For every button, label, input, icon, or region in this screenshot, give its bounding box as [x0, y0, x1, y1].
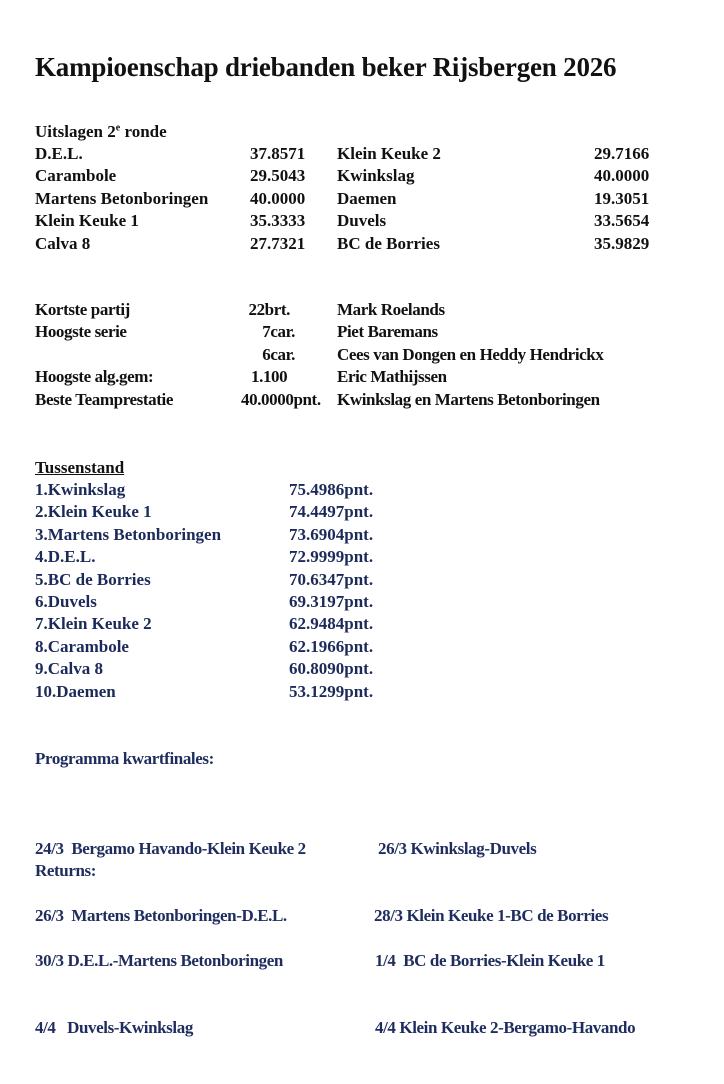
returns-right	[375, 905, 635, 1084]
match-item: 24/3 Bergamo Havando-Klein Keuke 2	[35, 838, 306, 858]
standings-points: 73.6904pnt.	[289, 524, 374, 544]
standings-team: Duvels	[47, 591, 97, 611]
page-title: Kampioenschap driebanden beker Rijsbergen 2026	[35, 52, 617, 82]
standings-table	[35, 479, 415, 703]
match-item: 4/4 Duvels-Kwinkslag	[35, 1018, 193, 1038]
result-team: Daemen	[337, 188, 397, 208]
standings-rank: 5.	[35, 569, 48, 589]
standings-row	[35, 636, 415, 658]
standings-rank: 8.	[35, 636, 48, 656]
record-label: Kortste partij	[35, 300, 130, 319]
record-player: Piet Baremans	[337, 322, 438, 342]
standings-rank: 10.	[35, 681, 57, 701]
standings-team: BC de Borries	[47, 569, 151, 589]
result-team: D.E.L.	[35, 144, 83, 163]
standings-team: Klein Keuke 2	[47, 614, 152, 634]
match-item: 1/4 BC de Borries-Klein Keuke 1	[375, 950, 605, 970]
record-player: Mark Roelands	[337, 300, 445, 319]
standings-rank: 1.	[35, 480, 48, 499]
result-score: 33.5654	[594, 211, 650, 231]
standings-rank: 4.	[35, 547, 48, 567]
quarterfinals-heading: Programma kwartfinales:	[35, 749, 214, 768]
result-team: Kwinkslag	[337, 166, 415, 186]
record-player: Eric Mathijssen	[337, 367, 447, 387]
standings-team: D.E.L.	[47, 547, 96, 567]
returns-heading: Returns:	[35, 861, 97, 880]
record-player: Kwinkslag en Martens Betonboringen	[337, 389, 600, 409]
standings-points: 70.6347pnt.	[289, 569, 374, 589]
standings-team: Klein Keuke 1	[47, 502, 152, 522]
standings-points: 53.1299pnt.	[289, 681, 374, 701]
record-row	[35, 344, 695, 366]
standings-rank: 6.	[35, 591, 48, 611]
standings-row	[35, 501, 415, 523]
standings-row	[35, 569, 415, 591]
result-team: BC de Borries	[337, 233, 440, 253]
standings-team: Calva 8	[47, 659, 103, 679]
standings-team: Daemen	[56, 681, 116, 701]
record-value: 7car.	[262, 322, 295, 342]
result-row	[337, 233, 667, 255]
record-label: Hoogste alg.gem:	[35, 367, 154, 387]
results-heading-sup: e	[115, 122, 121, 134]
standings-points: 75.4986pnt.	[289, 480, 374, 499]
result-team: Carambole	[35, 166, 117, 186]
match-item: 30/3 D.E.L.-Martens Betonboringen	[35, 950, 283, 970]
record-row	[35, 299, 695, 321]
standings-row	[35, 681, 415, 703]
result-row	[35, 143, 345, 165]
results-heading	[35, 121, 167, 143]
returns-left	[35, 905, 283, 1084]
standings-row	[35, 524, 415, 546]
result-score: 40.0000	[594, 166, 650, 186]
standings-rank: 9.	[35, 659, 48, 679]
result-row	[35, 233, 345, 255]
result-row	[337, 210, 667, 232]
standings-points: 62.1966pnt.	[289, 636, 374, 656]
result-row	[35, 188, 345, 210]
result-score: 29.5043	[250, 166, 306, 186]
result-score: 40.0000	[250, 188, 306, 208]
record-value: 1.100	[251, 367, 288, 387]
match-item: 26/3 Kwinkslag-Duvels	[378, 838, 537, 858]
result-team: Klein Keuke 2	[337, 144, 441, 163]
standings-row	[35, 613, 415, 635]
standings-points: 69.3197pnt.	[289, 591, 374, 611]
record-label: Hoogste serie	[35, 322, 127, 342]
standings-points: 72.9999pnt.	[289, 547, 374, 567]
results-heading-suffix: ronde	[120, 122, 167, 141]
result-team: Calva 8	[35, 233, 91, 253]
result-row	[337, 188, 667, 210]
record-value: 6car.	[262, 344, 295, 364]
result-row	[337, 143, 667, 165]
record-label: Beste Teamprestatie	[35, 389, 173, 409]
record-value: 40.0000pnt.	[241, 389, 321, 409]
results-heading-text: Uitslagen 2	[35, 122, 116, 141]
result-score: 19.3051	[594, 188, 650, 208]
result-row	[35, 210, 345, 232]
standings-team: Carambole	[47, 636, 129, 656]
standings-rank: 2.	[35, 502, 48, 522]
standings-heading	[35, 457, 124, 479]
standings-rank: 7.	[35, 614, 48, 634]
result-score: 29.7166	[594, 144, 650, 163]
result-team: Klein Keuke 1	[35, 211, 139, 231]
standings-row	[35, 658, 415, 680]
record-value: 22brt.	[248, 300, 290, 319]
record-row	[35, 321, 695, 343]
record-row	[35, 389, 695, 411]
result-score: 35.9829	[594, 233, 650, 253]
result-score: 27.7321	[250, 233, 306, 253]
results-right	[337, 143, 667, 255]
match-item: 28/3 Klein Keuke 1-BC de Borries	[374, 906, 609, 926]
standings-points: 60.8090pnt.	[289, 659, 374, 679]
standings-team: Kwinkslag	[47, 480, 126, 499]
result-score: 37.8571	[250, 144, 306, 163]
match-item: 26/3 Martens Betonboringen-D.E.L.	[35, 906, 287, 926]
standings-points: 62.9484pnt.	[289, 614, 374, 634]
result-team: Duvels	[337, 211, 387, 231]
standings-team: Martens Betonboringen	[47, 524, 222, 544]
standings-row	[35, 546, 415, 568]
standings-row	[35, 479, 415, 501]
standings-rank: 3.	[35, 524, 48, 544]
result-team: Martens Betonboringen	[35, 188, 209, 208]
results-left	[35, 143, 345, 255]
record-row	[35, 366, 695, 388]
result-row	[35, 165, 345, 187]
standings-points: 74.4497pnt.	[289, 502, 374, 522]
result-row	[337, 165, 667, 187]
record-player: Cees van Dongen en Heddy Hendrickx	[337, 344, 604, 364]
match-item: 4/4 Klein Keuke 2-Bergamo-Havando	[375, 1018, 636, 1038]
result-score: 35.3333	[250, 211, 306, 231]
standings-row	[35, 591, 415, 613]
standings-heading-text: Tussenstand	[35, 458, 125, 477]
records	[35, 299, 695, 411]
